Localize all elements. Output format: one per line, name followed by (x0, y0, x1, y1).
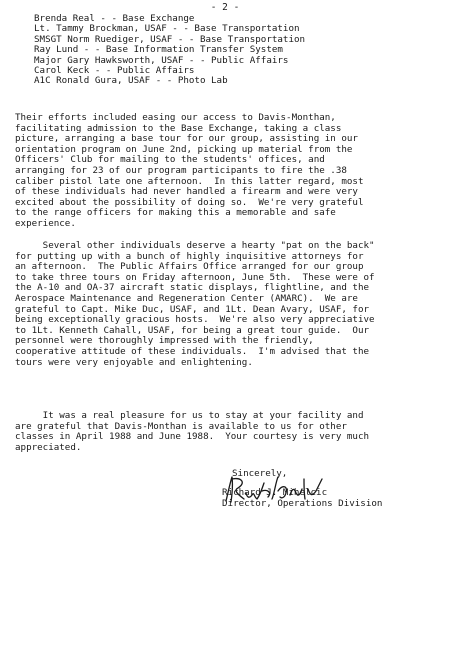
body-paragraph: Several other individuals deserve a hearty "pat on the back" for putting up with a bunch of highly inquisitive attorneys for an afternoon. The Public Affairs Office arranged for our group to take three tours on Friday afternoon, June 5th. These were of the A-10 and OA-37 aircraft static displays, flightline, and the Aerospace Maintenance and Regeneration Center (AMARC). We are grateful to Capt. Mike Duc, USAF, and 1Lt. Dean Avary, USAF, for being exceptionally gracious hosts. We're also very appreciative to 1Lt. Kenneth Cahall, USAF, for being a great tour guide. Our personnel were thoroughly impressed with the friendly, cooperative attitude of these individuals. I'm advised that the tours were very enjoyable and enlightening. (15, 240, 375, 368)
acknowledgement-list (34, 14, 305, 87)
list-item: SMSGT Norm Ruediger, USAF - - Base Transportation (34, 33, 306, 45)
closing-salutation: Sincerely, (232, 468, 288, 479)
page-number: - 2 - (210, 2, 240, 13)
list-item: A1C Ronald Gura, USAF - - Photo Lab (34, 75, 228, 87)
body-paragraph: It was a real pleasure for us to stay at your facility and are grateful that Davis-Monthan is available to us for other classes in April 1988 and June 1988. Your courtesy is very much appreciated. (15, 410, 370, 453)
list-item: Lt. Tammy Brockman, USAF - - Base Transportation (34, 23, 300, 35)
list-item: Major Gary Hawksworth, USAF - - Public Affairs (34, 54, 289, 66)
body-paragraph: Their efforts included easing our access to Davis-Monthan, facilitating admission to the Base Exchange, taking a class picture, arranging a base tour for our group, assisting in our orientation program on June 2nd, picking up material from the Officers' Club for mailing to the students' offices, and arranging for 23 of our program participants to fire the .38 caliber pistol late one afternoon. In this latter regard, most of these individuals had never handled a firearm and were very excited about the possibility of doing so. We're very grateful to the range officers for making this a memorable and safe experience. (15, 112, 364, 229)
list-item: Ray Lund - - Base Information Transfer System (34, 44, 283, 56)
list-item: Brenda Real - - Base Exchange (34, 13, 195, 24)
list-item: Carol Keck - - Public Affairs (34, 65, 195, 77)
signer-title: Director, Operations Division (222, 498, 383, 509)
signer-name: Richard J. Mihelcic (222, 487, 328, 498)
